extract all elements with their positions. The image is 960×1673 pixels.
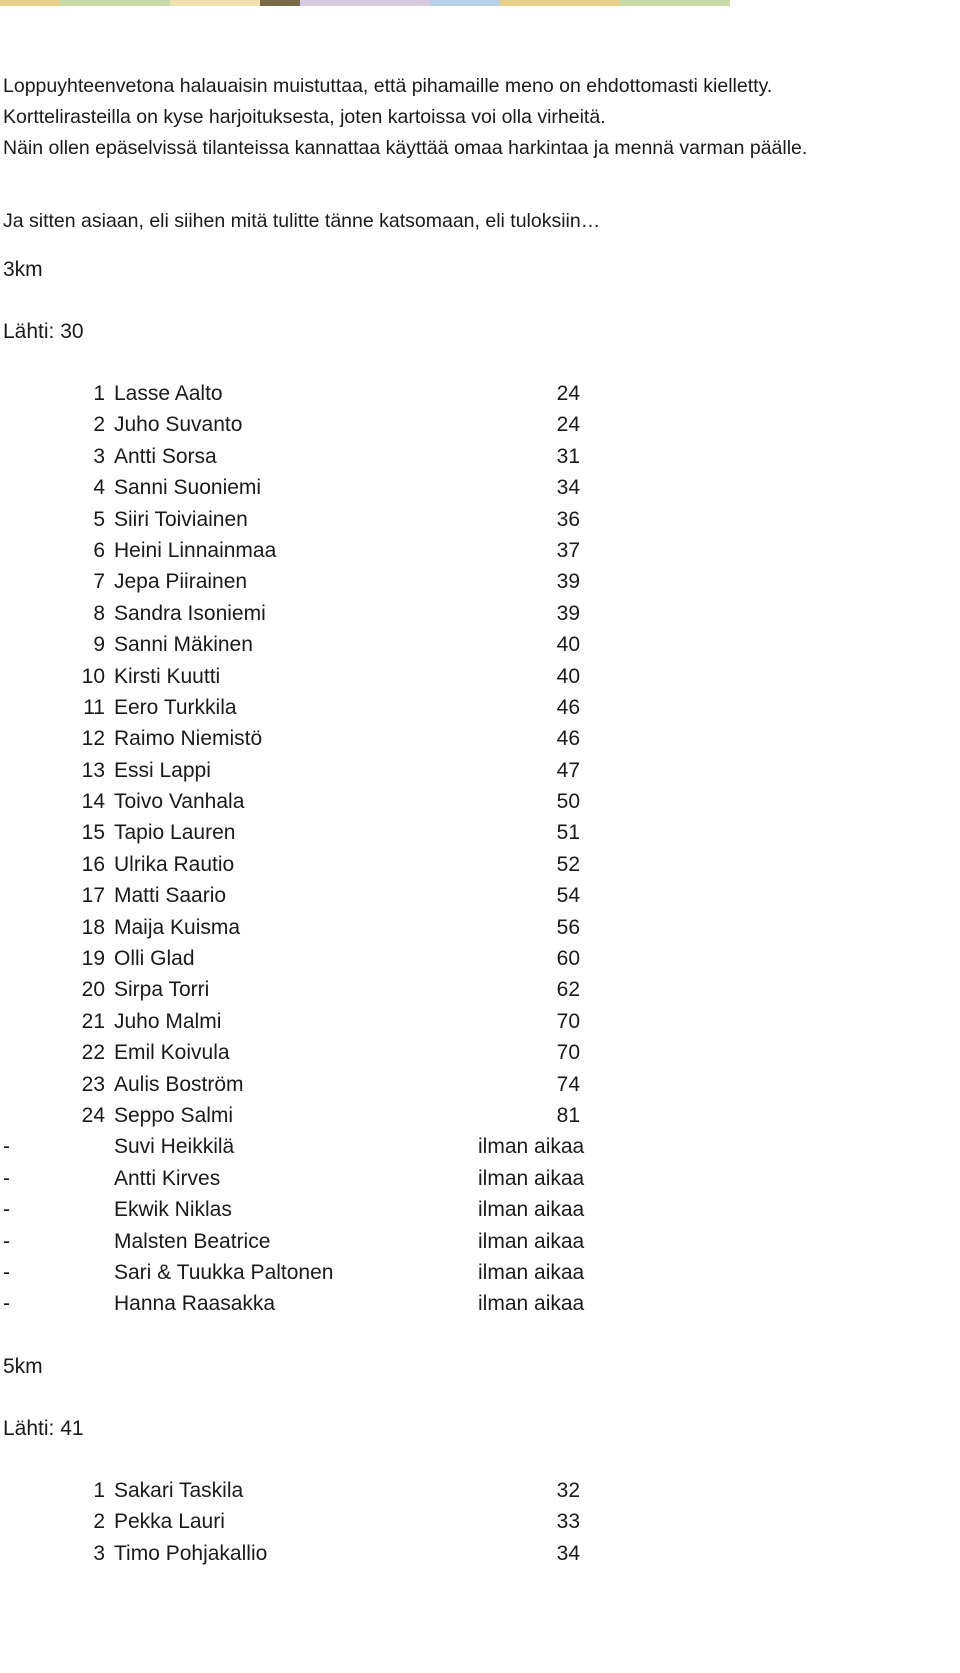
result-rank: 11 — [83, 695, 105, 719]
result-row — [3, 1475, 643, 1506]
result-note: ilman aikaa — [478, 1198, 585, 1222]
result-row-no-time — [3, 1288, 643, 1319]
result-name: Olli Glad — [114, 947, 195, 971]
result-row — [3, 817, 643, 848]
result-name: Maija Kuisma — [114, 915, 241, 939]
result-rank: 22 — [81, 1041, 105, 1065]
result-row — [3, 566, 643, 597]
result-name: Lasse Aalto — [114, 382, 223, 405]
result-name: Eero Turkkila — [114, 695, 237, 719]
map-segment — [0, 0, 60, 6]
section-start-count-3km: Lähti: 30 — [3, 320, 84, 343]
result-time: 34 — [556, 1541, 580, 1565]
result-rank: 7 — [93, 570, 105, 594]
result-time: 46 — [556, 695, 580, 719]
result-row — [3, 1069, 643, 1100]
result-rank: 15 — [81, 821, 105, 845]
result-row-no-time — [3, 1163, 643, 1194]
result-name: Ulrika Rautio — [114, 852, 235, 876]
result-row — [3, 629, 643, 660]
result-name: Essi Lappi — [114, 758, 211, 782]
result-rank: 13 — [81, 758, 105, 782]
result-rank: 14 — [81, 790, 105, 814]
result-name: Sandra Isoniemi — [114, 601, 266, 625]
result-rank: 24 — [81, 1103, 105, 1127]
result-name: Antti Kirves — [114, 1166, 221, 1190]
result-name: Antti Sorsa — [114, 444, 217, 468]
result-name: Sanni Mäkinen — [114, 633, 253, 657]
result-rank: 1 — [93, 1479, 105, 1502]
result-row — [3, 912, 643, 943]
result-rank: 4 — [93, 476, 105, 500]
result-time: 60 — [556, 947, 580, 971]
result-name: Sirpa Torri — [114, 978, 210, 1002]
result-row — [3, 1538, 643, 1569]
result-time: 56 — [556, 915, 580, 939]
result-time: 36 — [556, 507, 580, 531]
result-row — [3, 755, 643, 786]
result-time: 40 — [556, 633, 580, 657]
intro-paragraph — [3, 71, 807, 164]
result-row — [3, 723, 643, 754]
map-segment — [620, 0, 730, 6]
result-time: 46 — [556, 727, 580, 751]
result-rank: 18 — [81, 915, 105, 939]
intro-line: Näin ollen epäselvissä tilanteissa kannattaa käyttää omaa harkintaa ja mennä varman päälle. — [3, 137, 808, 159]
result-rank: 10 — [81, 664, 105, 688]
result-time: 52 — [556, 852, 580, 876]
result-time: 51 — [556, 821, 580, 845]
result-name: Timo Pohjakallio — [114, 1541, 268, 1565]
map-segment — [170, 0, 260, 6]
result-row — [3, 692, 643, 723]
result-dash: - — [3, 1166, 10, 1190]
result-row — [3, 441, 643, 472]
result-time: 33 — [556, 1510, 580, 1534]
result-time: 39 — [556, 570, 580, 594]
result-rank: 1 — [93, 382, 105, 405]
section-distance-3km: 3km — [3, 258, 43, 281]
result-name: Juho Suvanto — [114, 413, 243, 437]
result-name: Pekka Lauri — [114, 1510, 225, 1534]
result-time: 39 — [556, 601, 580, 625]
result-rank: 3 — [93, 444, 105, 468]
result-rank: 8 — [93, 601, 105, 625]
map-image-edge — [0, 0, 730, 6]
result-time: 74 — [556, 1072, 580, 1096]
result-row — [3, 504, 643, 535]
result-note: ilman aikaa — [478, 1229, 585, 1253]
result-dash: - — [3, 1229, 10, 1253]
result-rank: 19 — [81, 947, 105, 971]
map-segment — [260, 0, 300, 6]
result-time: 31 — [556, 444, 580, 468]
intro-line: Korttelirasteilla on kyse harjoituksesta, joten kartoissa voi olla virheitä. — [3, 106, 606, 128]
result-row — [3, 378, 643, 409]
result-row — [3, 535, 643, 566]
result-time: 34 — [556, 476, 580, 500]
map-segment — [500, 0, 620, 6]
result-note: ilman aikaa — [478, 1292, 585, 1316]
intro-line: Loppuyhteenvetona halauaisin muistuttaa, että pihamaille meno on ehdottomasti kielletty. — [3, 75, 773, 97]
result-row — [3, 1100, 643, 1131]
results-table-3km — [3, 378, 643, 1320]
results-table-5km — [3, 1475, 643, 1569]
result-name: Juho Malmi — [114, 1009, 222, 1033]
result-name: Suvi Heikkilä — [114, 1135, 235, 1159]
result-time: 54 — [556, 884, 580, 908]
result-rank: 5 — [93, 507, 105, 531]
result-name: Sari & Tuukka Paltonen — [114, 1260, 334, 1284]
result-time: 47 — [556, 758, 580, 782]
result-note: ilman aikaa — [478, 1166, 585, 1190]
result-time: 70 — [556, 1041, 580, 1065]
map-segment — [430, 0, 500, 6]
result-name: Jepa Piirainen — [114, 570, 248, 594]
result-dash: - — [3, 1292, 10, 1316]
result-row-no-time — [3, 1194, 643, 1225]
result-name: Kirsti Kuutti — [114, 664, 221, 688]
result-rank: 2 — [93, 413, 105, 437]
result-name: Raimo Niemistö — [114, 727, 263, 751]
result-time: 50 — [556, 790, 580, 814]
result-name: Heini Linnainmaa — [114, 538, 277, 562]
result-time: 24 — [556, 382, 580, 405]
result-rank: 16 — [81, 852, 105, 876]
result-name: Toivo Vanhala — [114, 790, 245, 814]
result-name: Ekwik Niklas — [114, 1198, 232, 1222]
result-row — [3, 786, 643, 817]
result-row — [3, 943, 643, 974]
result-row — [3, 1006, 643, 1037]
result-row — [3, 880, 643, 911]
result-name: Seppo Salmi — [114, 1103, 234, 1127]
results-lead-text: Ja sitten asiaan, eli siihen mitä tulitte tänne katsomaan, eli tuloksiin… — [3, 210, 601, 232]
result-time: 32 — [556, 1479, 580, 1502]
result-row — [3, 661, 643, 692]
result-row — [3, 1506, 643, 1537]
section-start-count-5km: Lähti: 41 — [3, 1417, 84, 1440]
result-dash: - — [3, 1198, 10, 1222]
result-time: 70 — [556, 1009, 580, 1033]
result-time: 24 — [556, 413, 580, 437]
result-time: 40 — [556, 664, 580, 688]
result-name: Matti Saario — [114, 884, 227, 908]
section-distance-5km: 5km — [3, 1355, 43, 1378]
result-row-no-time — [3, 1226, 643, 1257]
result-rank: 3 — [93, 1541, 105, 1565]
result-row — [3, 974, 643, 1005]
result-note: ilman aikaa — [478, 1260, 585, 1284]
result-rank: 6 — [93, 538, 105, 562]
result-name: Aulis Boström — [114, 1072, 244, 1096]
result-name: Sakari Taskila — [114, 1479, 244, 1502]
result-row-no-time — [3, 1257, 643, 1288]
result-rank: 21 — [81, 1009, 105, 1033]
map-segment — [300, 0, 430, 6]
result-row — [3, 409, 643, 440]
result-name: Emil Koivula — [114, 1041, 230, 1065]
result-time: 37 — [556, 538, 580, 562]
result-note: ilman aikaa — [478, 1135, 585, 1159]
result-rank: 12 — [81, 727, 105, 751]
result-row — [3, 598, 643, 629]
result-time: 81 — [556, 1103, 580, 1127]
result-dash: - — [3, 1135, 10, 1159]
result-name: Tapio Lauren — [114, 821, 236, 845]
result-dash: - — [3, 1260, 10, 1284]
result-name: Sanni Suoniemi — [114, 476, 262, 500]
result-time: 62 — [556, 978, 580, 1002]
result-name: Hanna Raasakka — [114, 1292, 276, 1316]
result-row — [3, 472, 643, 503]
result-rank: 23 — [81, 1072, 105, 1096]
result-row-no-time — [3, 1131, 643, 1162]
result-rank: 2 — [93, 1510, 105, 1534]
result-name: Siiri Toiviainen — [114, 507, 248, 531]
result-rank: 20 — [81, 978, 105, 1002]
result-rank: 17 — [81, 884, 105, 908]
result-row — [3, 849, 643, 880]
result-row — [3, 1037, 643, 1068]
result-name: Malsten Beatrice — [114, 1229, 271, 1253]
map-segment — [60, 0, 170, 6]
result-rank: 9 — [93, 633, 105, 657]
